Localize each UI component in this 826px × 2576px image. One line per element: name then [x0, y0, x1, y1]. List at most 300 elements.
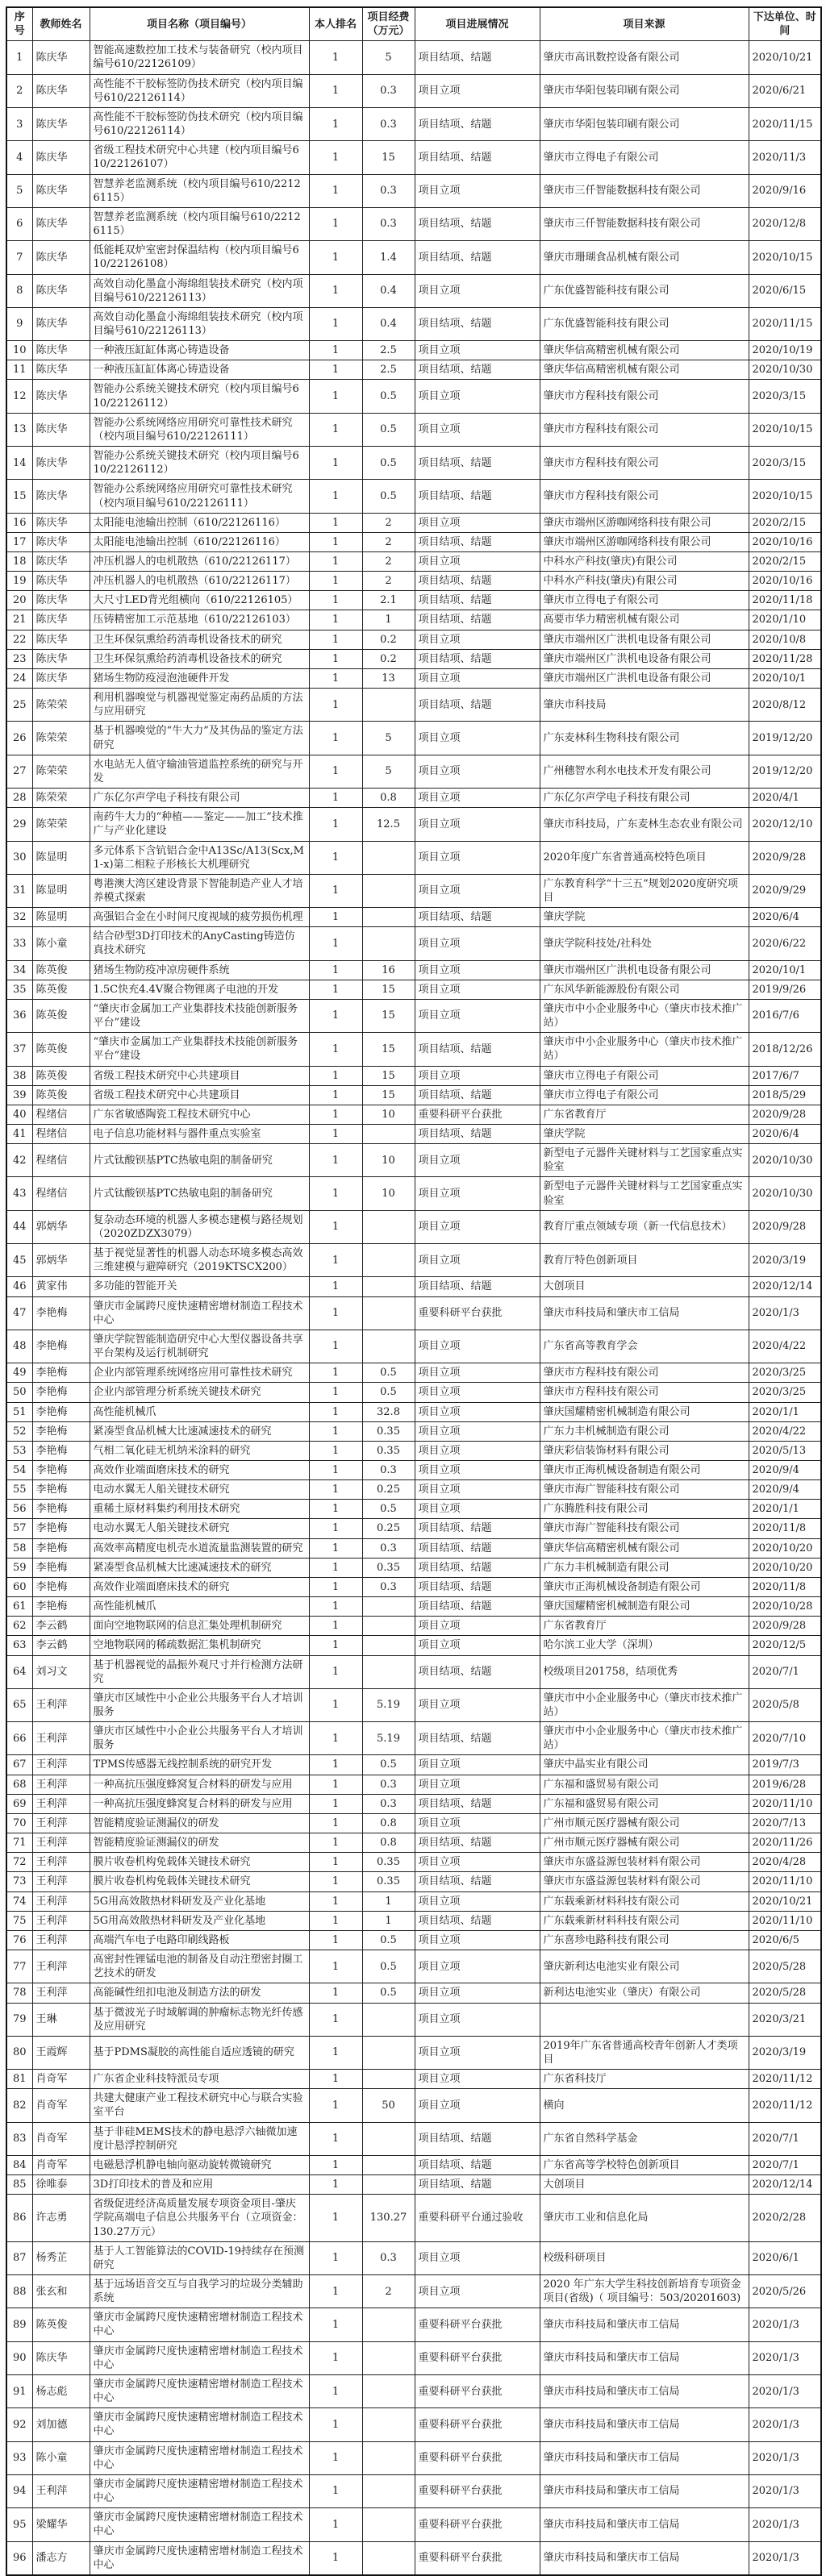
table-row	[6, 1402, 821, 1421]
cell-serial-number: 87	[6, 2241, 32, 2274]
table-row	[6, 1911, 821, 1930]
cell-issue-date: 2020/11/15	[749, 307, 821, 340]
cell-personal-rank: 1	[309, 1402, 362, 1421]
cell-project-funding: 0.3	[362, 2241, 415, 2274]
cell-project-name: 基于远场语音交互与自我学习的垃圾分类辅助系统	[90, 2275, 309, 2308]
table-row	[6, 241, 821, 274]
cell-teacher-name: 程绪信	[32, 1105, 90, 1124]
header-issuing-unit-time: 下达单位、时间	[749, 7, 821, 41]
table-header	[6, 7, 821, 41]
cell-personal-rank: 1	[309, 960, 362, 980]
cell-personal-rank: 1	[309, 341, 362, 360]
table-row	[6, 2036, 821, 2069]
table-row	[6, 1538, 821, 1558]
cell-serial-number: 82	[6, 2089, 32, 2122]
cell-serial-number: 91	[6, 2374, 32, 2407]
cell-project-funding: 2	[362, 532, 415, 551]
cell-project-funding: 2.5	[362, 341, 415, 360]
cell-teacher-name: 程绪信	[32, 1125, 90, 1144]
cell-personal-rank: 1	[309, 1794, 362, 1813]
cell-project-name: 广东亿尔声学电子科技有限公司	[90, 789, 309, 808]
cell-serial-number: 17	[6, 532, 32, 551]
cell-teacher-name: 潘志方	[32, 2541, 90, 2575]
cell-personal-rank: 1	[309, 380, 362, 413]
table-row	[6, 1125, 821, 1144]
cell-issue-date: 2020/12/5	[749, 1636, 821, 1655]
cell-project-source: 肇庆市方程科技有限公司	[540, 1363, 749, 1383]
cell-issue-date: 2020/6/4	[749, 908, 821, 927]
cell-project-progress: 项目结项、结题	[415, 610, 540, 630]
cell-issue-date: 2020/2/28	[749, 2195, 821, 2241]
cell-serial-number: 71	[6, 1833, 32, 1853]
table-row	[6, 591, 821, 610]
cell-serial-number: 75	[6, 1911, 32, 1930]
cell-project-progress: 项目立项	[415, 1755, 540, 1775]
table-row	[6, 2070, 821, 2089]
cell-project-funding: 0.35	[362, 1558, 415, 1577]
table-row	[6, 1244, 821, 1277]
cell-project-name: 智能高速数控加工技术与装备研究（校内项目编号610/22126109）	[90, 41, 309, 74]
table-row	[6, 174, 821, 207]
cell-issue-date: 2020/5/26	[749, 2275, 821, 2308]
cell-serial-number: 44	[6, 1210, 32, 1243]
cell-project-name: 片式钛酸钡基PTC热敏电阻的制备研究	[90, 1177, 309, 1210]
cell-project-source: 广东省高等学校特色创新项目	[540, 2155, 749, 2174]
cell-project-name: 智能精度验证测漏仪的研发	[90, 1813, 309, 1833]
cell-project-funding: 5.19	[362, 1688, 415, 1721]
cell-project-name: 冲压机器人的电机散热（610/22126117）	[90, 552, 309, 572]
cell-project-name: 1.5C快充4.4V聚合物锂离子电池的开发	[90, 980, 309, 999]
cell-issue-date: 2020/1/3	[749, 2308, 821, 2341]
cell-serial-number: 19	[6, 572, 32, 591]
cell-teacher-name: 李艳梅	[32, 1597, 90, 1617]
cell-personal-rank: 1	[309, 1891, 362, 1911]
cell-serial-number: 18	[6, 552, 32, 572]
cell-project-funding: 12.5	[362, 808, 415, 841]
cell-project-progress: 项目立项	[415, 1500, 540, 1519]
cell-issue-date: 2020/6/22	[749, 927, 821, 960]
cell-project-progress: 项目立项	[415, 2089, 540, 2122]
cell-issue-date: 2020/1/3	[749, 2341, 821, 2374]
cell-personal-rank: 1	[309, 1833, 362, 1853]
cell-project-funding: 16	[362, 960, 415, 980]
cell-project-source: 广东腾胜科技有限公司	[540, 1500, 749, 1519]
cell-project-progress: 项目结项、结题	[415, 141, 540, 174]
cell-serial-number: 53	[6, 1441, 32, 1460]
cell-project-progress: 项目结项、结题	[415, 572, 540, 591]
cell-teacher-name: 黄家伟	[32, 1277, 90, 1296]
cell-project-name: 高效作业端面磨床技术的研究	[90, 1577, 309, 1596]
cell-project-source: 中科水产科技(肇庆)有限公司	[540, 552, 749, 572]
cell-personal-rank: 1	[309, 1755, 362, 1775]
cell-project-name: 一种液压缸缸体离心铸造设备	[90, 360, 309, 380]
cell-project-progress: 项目结项、结题	[415, 1538, 540, 1558]
table-row	[6, 2003, 821, 2036]
cell-serial-number: 66	[6, 1722, 32, 1755]
cell-project-progress: 重要科研平台获批	[415, 2508, 540, 2541]
cell-project-source: 肇庆市海广智能科技有限公司	[540, 1480, 749, 1500]
table-row	[6, 1144, 821, 1177]
cell-teacher-name: 陈英俊	[32, 1066, 90, 1085]
cell-project-source: 新利达电池实业（肇庆）有限公司	[540, 1983, 749, 2003]
cell-project-source: 肇庆市东盛益源包装材料有限公司	[540, 1853, 749, 1872]
cell-project-funding	[362, 2122, 415, 2155]
table-row	[6, 1794, 821, 1813]
cell-issue-date: 2020/1/3	[749, 2508, 821, 2541]
table-row	[6, 2541, 821, 2575]
cell-project-funding: 0.2	[362, 630, 415, 649]
cell-personal-rank: 1	[309, 413, 362, 446]
cell-project-progress: 项目立项	[415, 380, 540, 413]
cell-personal-rank: 1	[309, 689, 362, 722]
cell-teacher-name: 王利萍	[32, 1794, 90, 1813]
cell-project-funding: 50	[362, 2089, 415, 2122]
cell-teacher-name: 王利萍	[32, 1930, 90, 1950]
cell-serial-number: 16	[6, 513, 32, 532]
cell-project-progress: 项目立项	[415, 1066, 540, 1085]
table-row	[6, 1833, 821, 1853]
table-row	[6, 1210, 821, 1243]
table-row	[6, 841, 821, 874]
cell-serial-number: 92	[6, 2408, 32, 2441]
cell-project-funding: 15	[362, 1066, 415, 1085]
cell-project-source: 广州市顺元医疗器械有限公司	[540, 1813, 749, 1833]
cell-serial-number: 5	[6, 174, 32, 207]
cell-project-source: 肇庆市华阳包装印刷有限公司	[540, 74, 749, 107]
cell-project-funding: 0.5	[362, 1755, 415, 1775]
cell-personal-rank: 1	[309, 841, 362, 874]
cell-teacher-name: 许志勇	[32, 2195, 90, 2241]
cell-project-progress: 项目立项	[415, 1636, 540, 1655]
cell-project-source: 肇庆市正海机械设备制造有限公司	[540, 1460, 749, 1479]
cell-project-funding	[362, 1655, 415, 1688]
cell-serial-number: 2	[6, 74, 32, 107]
cell-issue-date: 2020/4/1	[749, 789, 821, 808]
cell-project-progress: 重要科研平台获批	[415, 2374, 540, 2407]
cell-personal-rank: 1	[309, 1085, 362, 1105]
cell-issue-date: 2020/4/22	[749, 1330, 821, 1363]
cell-project-name: 共建大健康产业工程技术研究中心与联合实验室平台	[90, 2089, 309, 2122]
cell-teacher-name: 肖奇军	[32, 2070, 90, 2089]
cell-project-name: 太阳能电池输出控制（610/22126116）	[90, 532, 309, 551]
table-row	[6, 2441, 821, 2474]
cell-serial-number: 94	[6, 2474, 32, 2507]
cell-teacher-name: 王利萍	[32, 2474, 90, 2507]
cell-teacher-name: 陈庆华	[32, 41, 90, 74]
cell-project-source: 广东优盛智能科技有限公司	[540, 274, 749, 307]
cell-project-progress: 重要科研平台获批	[415, 1105, 540, 1124]
cell-issue-date: 2020/11/12	[749, 2070, 821, 2089]
cell-project-funding	[362, 927, 415, 960]
cell-serial-number: 62	[6, 1617, 32, 1636]
cell-personal-rank: 1	[309, 1177, 362, 1210]
cell-project-funding: 10	[362, 1105, 415, 1124]
cell-teacher-name: 王利萍	[32, 1950, 90, 1983]
cell-issue-date: 2020/11/15	[749, 107, 821, 140]
cell-project-progress: 项目立项	[415, 1144, 540, 1177]
cell-project-progress: 项目立项	[415, 1177, 540, 1210]
cell-project-progress: 项目立项	[415, 668, 540, 688]
cell-project-name: 大尺寸LED背光组横向（610/22126105）	[90, 591, 309, 610]
cell-personal-rank: 1	[309, 1853, 362, 1872]
cell-project-name: 肇庆市金属跨尺度快速精密增材制造工程技术中心	[90, 2474, 309, 2507]
cell-project-source: 中科水产科技(肇庆)有限公司	[540, 572, 749, 591]
cell-project-funding: 13	[362, 668, 415, 688]
cell-project-name: 智慧养老监测系统（校内项目编号610/22126115）	[90, 174, 309, 207]
cell-project-funding	[362, 2441, 415, 2474]
cell-project-source: 肇庆市端州区广洪机电设备有限公司	[540, 649, 749, 668]
cell-project-funding	[362, 1125, 415, 1144]
cell-serial-number: 31	[6, 874, 32, 907]
cell-project-name: 肇庆市金属跨尺度快速精密增材制造工程技术中心	[90, 2441, 309, 2474]
cell-project-name: 智能精度验证测漏仪的研发	[90, 1833, 309, 1853]
cell-serial-number: 95	[6, 2508, 32, 2541]
cell-teacher-name: 陈小童	[32, 927, 90, 960]
cell-issue-date: 2020/3/21	[749, 2003, 821, 2036]
cell-teacher-name: 张玄和	[32, 2275, 90, 2308]
cell-teacher-name: 李艳梅	[32, 1421, 90, 1441]
table-row	[6, 41, 821, 74]
cell-project-progress: 项目立项	[415, 341, 540, 360]
cell-teacher-name: 王利萍	[32, 1688, 90, 1721]
cell-serial-number: 89	[6, 2308, 32, 2341]
table-row	[6, 1421, 821, 1441]
cell-teacher-name: 王利萍	[32, 1853, 90, 1872]
cell-project-funding: 2	[362, 513, 415, 532]
cell-project-name: 紧凑型食品机械大比速减速技术的研究	[90, 1558, 309, 1577]
cell-project-funding: 15	[362, 1085, 415, 1105]
cell-issue-date: 2020/10/21	[749, 41, 821, 74]
cell-project-name: 肇庆市区域性中小企业公共服务平台人才培训服务	[90, 1722, 309, 1755]
table-row	[6, 1441, 821, 1460]
table-body	[6, 41, 821, 2575]
cell-project-name: 智慧养老监测系统（校内项目编号610/22126115）	[90, 207, 309, 240]
cell-serial-number: 45	[6, 1244, 32, 1277]
table-row	[6, 1558, 821, 1577]
cell-teacher-name: 陈荣荣	[32, 789, 90, 808]
cell-serial-number: 88	[6, 2275, 32, 2308]
cell-issue-date: 2020/5/28	[749, 1950, 821, 1983]
cell-project-progress: 重要科研平台通过验收	[415, 2195, 540, 2241]
cell-project-name: 基于机器嗅觉的“牛大力”及其伪品的鉴定方法研究	[90, 722, 309, 755]
cell-project-source: 广东福和盛贸易有限公司	[540, 1794, 749, 1813]
cell-serial-number: 78	[6, 1983, 32, 2003]
table-row	[6, 1363, 821, 1383]
cell-project-name: 空地物联网的稀疏数据汇集机制研究	[90, 1636, 309, 1655]
cell-issue-date: 2020/9/28	[749, 1105, 821, 1124]
cell-project-progress: 项目立项	[415, 274, 540, 307]
cell-project-name: 气相二氧化硅无机纳米涂料的研究	[90, 1441, 309, 1460]
cell-project-progress: 项目立项	[415, 927, 540, 960]
cell-project-progress: 项目立项	[415, 1210, 540, 1243]
cell-project-progress: 项目立项	[415, 1891, 540, 1911]
cell-project-progress: 项目结项、结题	[415, 1911, 540, 1930]
cell-personal-rank: 1	[309, 927, 362, 960]
cell-serial-number: 32	[6, 908, 32, 927]
table-row	[6, 1296, 821, 1330]
cell-issue-date: 2020/11/28	[749, 649, 821, 668]
cell-teacher-name: 刘加德	[32, 2408, 90, 2441]
cell-issue-date: 2020/12/14	[749, 2175, 821, 2195]
cell-serial-number: 96	[6, 2541, 32, 2575]
table-row	[6, 1330, 821, 1363]
cell-project-progress: 项目立项	[415, 1402, 540, 1421]
cell-teacher-name: 陈庆华	[32, 141, 90, 174]
cell-issue-date: 2020/11/8	[749, 1577, 821, 1596]
cell-issue-date: 2020/11/10	[749, 1911, 821, 1930]
cell-personal-rank: 1	[309, 2374, 362, 2407]
cell-project-source: 肇庆市端州区广洪机电设备有限公司	[540, 630, 749, 649]
cell-issue-date: 2020/7/1	[749, 1655, 821, 1688]
cell-serial-number: 72	[6, 1853, 32, 1872]
cell-project-name: 粤港澳大湾区建设背景下智能制造产业人才培养模式探索	[90, 874, 309, 907]
cell-teacher-name: 王利萍	[32, 1755, 90, 1775]
cell-project-name: 智能办公系统网络应用研究可靠性技术研究（校内项目编号610/22126111）	[90, 413, 309, 446]
cell-teacher-name: 陈庆华	[32, 307, 90, 340]
cell-project-progress: 项目立项	[415, 874, 540, 907]
cell-teacher-name: 李艳梅	[32, 1363, 90, 1383]
cell-project-name: 肇庆市金属跨尺度快速精密增材制造工程技术中心	[90, 1296, 309, 1330]
cell-personal-rank: 1	[309, 1441, 362, 1460]
cell-serial-number: 56	[6, 1500, 32, 1519]
cell-teacher-name: 陈显明	[32, 874, 90, 907]
cell-project-progress: 项目结项、结题	[415, 447, 540, 480]
cell-project-name: 肇庆市金属跨尺度快速精密增材制造工程技术中心	[90, 2408, 309, 2441]
cell-project-progress: 项目结项、结题	[415, 480, 540, 513]
cell-personal-rank: 1	[309, 755, 362, 788]
cell-issue-date: 2020/3/15	[749, 447, 821, 480]
table-row	[6, 1775, 821, 1794]
header-teacher-name: 教师姓名	[32, 7, 90, 41]
cell-project-funding: 0.35	[362, 1853, 415, 1872]
cell-project-name: 肇庆市金属跨尺度快速精密增材制造工程技术中心	[90, 2308, 309, 2341]
cell-issue-date: 2020/11/10	[749, 1872, 821, 1891]
cell-project-name: 南药牛大力的“种植——鉴定——加工”技术推广与产业化建设	[90, 808, 309, 841]
cell-personal-rank: 1	[309, 2036, 362, 2069]
cell-serial-number: 52	[6, 1421, 32, 1441]
cell-project-progress: 项目立项	[415, 755, 540, 788]
cell-serial-number: 76	[6, 1930, 32, 1950]
cell-personal-rank: 1	[309, 1144, 362, 1177]
cell-project-progress: 项目结项、结题	[415, 532, 540, 551]
cell-project-source: 新型电子元器件关键材料与工艺国家重点实验室	[540, 1177, 749, 1210]
cell-project-funding: 0.5	[362, 1950, 415, 1983]
cell-project-name: 电动水翼无人船关键技术研究	[90, 1480, 309, 1500]
cell-issue-date: 2019/12/20	[749, 722, 821, 755]
cell-personal-rank: 1	[309, 552, 362, 572]
cell-personal-rank: 1	[309, 274, 362, 307]
cell-project-source: 肇庆市方程科技有限公司	[540, 413, 749, 446]
cell-personal-rank: 1	[309, 1296, 362, 1330]
cell-issue-date: 2020/6/5	[749, 1930, 821, 1950]
cell-teacher-name: 陈庆华	[32, 241, 90, 274]
cell-project-source: 哈尔滨工业大学（深圳）	[540, 1636, 749, 1655]
cell-personal-rank: 1	[309, 2474, 362, 2507]
cell-project-funding	[362, 1210, 415, 1243]
cell-project-source: 肇庆市立得电子有限公司	[540, 1066, 749, 1085]
cell-project-progress: 项目立项	[415, 2070, 540, 2089]
cell-project-progress: 项目结项、结题	[415, 41, 540, 74]
table-row	[6, 1383, 821, 1402]
cell-project-name: 利用机器嗅觉与机器视觉鉴定南药品质的方法与应用研究	[90, 689, 309, 722]
cell-personal-rank: 1	[309, 74, 362, 107]
cell-personal-rank: 1	[309, 668, 362, 688]
cell-project-progress: 项目结项、结题	[415, 1794, 540, 1813]
cell-teacher-name: 陈庆华	[32, 74, 90, 107]
cell-project-funding	[362, 2155, 415, 2174]
cell-teacher-name: 陈庆华	[32, 532, 90, 551]
cell-project-name: 肇庆市金属跨尺度快速精密增材制造工程技术中心	[90, 2541, 309, 2575]
cell-project-source: 2020 年广东大学生科技创新培育专项资金项目(省级)（ 项目编号：503/20201603)	[540, 2275, 749, 2308]
cell-teacher-name: 王利萍	[32, 1891, 90, 1911]
cell-issue-date: 2020/1/10	[749, 610, 821, 630]
cell-project-name: 卫生环保氛熏给药消毒机设备技术的研究	[90, 649, 309, 668]
cell-issue-date: 2020/1/3	[749, 2541, 821, 2575]
cell-issue-date: 2020/10/19	[749, 341, 821, 360]
cell-serial-number: 47	[6, 1296, 32, 1330]
cell-personal-rank: 1	[309, 610, 362, 630]
cell-serial-number: 83	[6, 2122, 32, 2155]
cell-project-funding	[362, 2308, 415, 2341]
cell-project-progress: 项目结项、结题	[415, 307, 540, 340]
cell-project-source: 肇庆市中小企业服务中心（肇庆市技术推广站）	[540, 1722, 749, 1755]
cell-issue-date: 2016/7/6	[749, 999, 821, 1032]
cell-issue-date: 2020/9/4	[749, 1480, 821, 1500]
cell-personal-rank: 1	[309, 1558, 362, 1577]
cell-project-source: 肇庆市工业和信息化局	[540, 2195, 749, 2241]
cell-personal-rank: 1	[309, 513, 362, 532]
cell-issue-date: 2020/11/8	[749, 1519, 821, 1538]
cell-project-source: 肇庆市方程科技有限公司	[540, 480, 749, 513]
cell-serial-number: 86	[6, 2195, 32, 2241]
cell-project-source: 肇庆市端州区广洪机电设备有限公司	[540, 960, 749, 980]
cell-teacher-name: 陈荣荣	[32, 722, 90, 755]
cell-project-name: 高性能不干胶标签防伪技术研究（校内项目编号610/22126114）	[90, 74, 309, 107]
cell-project-funding	[362, 2374, 415, 2407]
cell-project-name: 基于视觉显著性的机器人动态环境多模态高效三维建模与避障研究（2019KTSCX200）	[90, 1244, 309, 1277]
cell-project-source: 肇庆市中小企业服务中心（肇庆市技术推广站）	[540, 1033, 749, 1066]
table-row	[6, 808, 821, 841]
cell-project-funding	[362, 841, 415, 874]
cell-issue-date: 2017/6/7	[749, 1066, 821, 1085]
cell-project-name: 省级工程技术研究中心共建（校内项目编号610/22126107）	[90, 141, 309, 174]
cell-project-source: 肇庆市立得电子有限公司	[540, 591, 749, 610]
cell-personal-rank: 1	[309, 1688, 362, 1721]
header-project-progress: 项目进展情况	[415, 7, 540, 41]
cell-project-progress: 项目结项、结题	[415, 360, 540, 380]
cell-project-progress: 项目立项	[415, 1330, 540, 1363]
cell-teacher-name: 陈英俊	[32, 1033, 90, 1066]
cell-issue-date: 2020/11/18	[749, 591, 821, 610]
table-row	[6, 1500, 821, 1519]
cell-project-name: 高强铝合金在小时间尺度视域的疲劳损伤机理	[90, 908, 309, 927]
cell-project-funding: 0.3	[362, 1794, 415, 1813]
cell-project-source: 肇庆彩信装饰材料有限公司	[540, 1441, 749, 1460]
cell-project-source: 肇庆市科技局和肇庆市工信局	[540, 2374, 749, 2407]
cell-serial-number: 3	[6, 107, 32, 140]
cell-issue-date: 2020/8/12	[749, 689, 821, 722]
cell-project-progress: 重要科研平台获批	[415, 2441, 540, 2474]
cell-serial-number: 63	[6, 1636, 32, 1655]
cell-project-funding: 1.4	[362, 241, 415, 274]
cell-personal-rank: 1	[309, 2541, 362, 2575]
cell-issue-date: 2020/5/8	[749, 1688, 821, 1721]
cell-teacher-name: 陈荣荣	[32, 808, 90, 841]
cell-project-funding	[362, 1277, 415, 1296]
table-row	[6, 1105, 821, 1124]
cell-project-funding: 0.3	[362, 1538, 415, 1558]
cell-project-name: 高效率高精度电机壳水道流量监测装置的研究	[90, 1538, 309, 1558]
